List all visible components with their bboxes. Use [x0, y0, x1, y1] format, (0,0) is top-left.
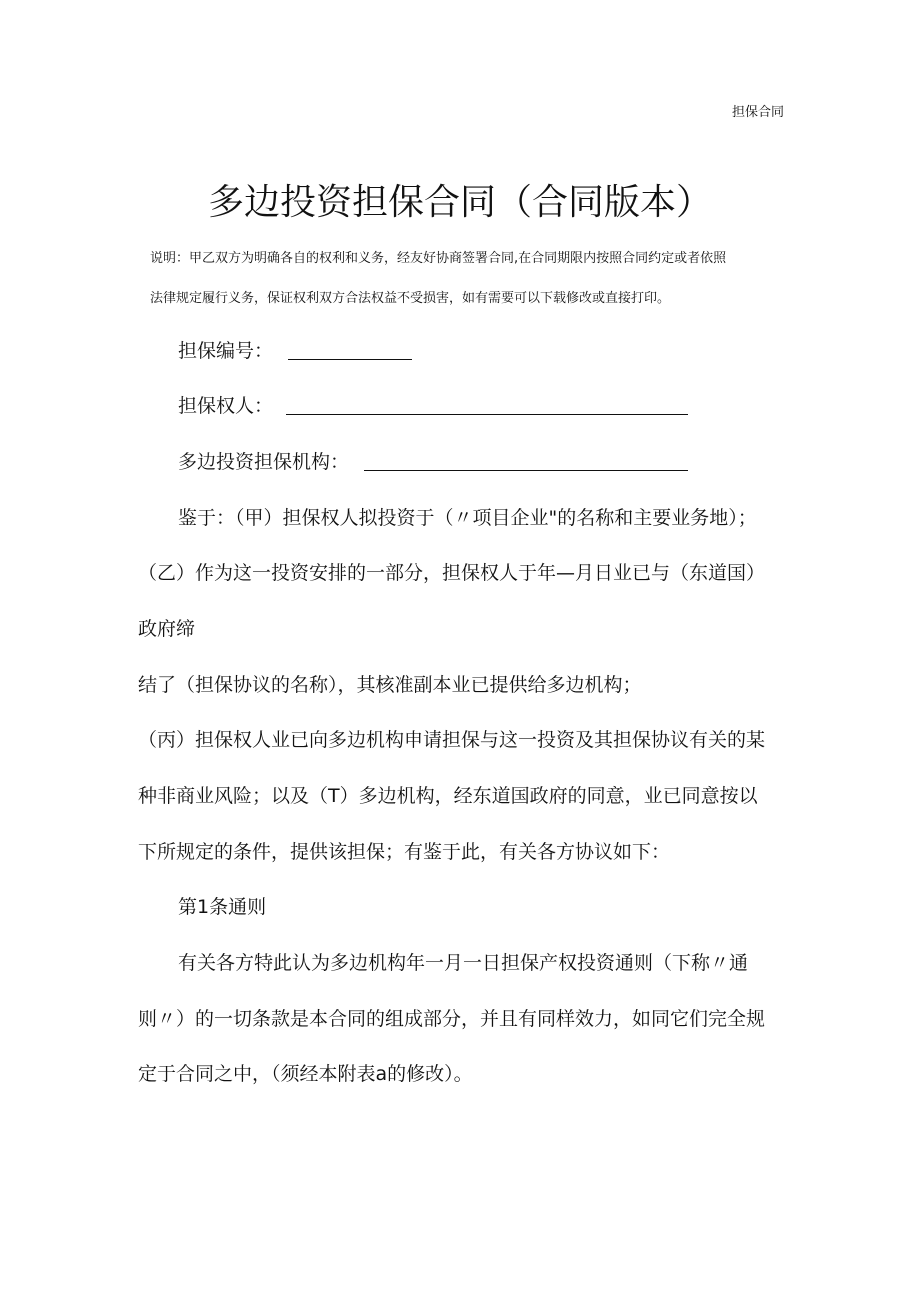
- note-line-2: 法律规定履行义务，保证权利双方合法权益不受损害，如有需要可以下载修改或直接打印。: [150, 291, 671, 306]
- body-line-2: （乙）作为这一投资安排的一部分，担保权人于年—月日业已与（东道国）: [138, 562, 766, 584]
- body-line-7: 下所规定的条件，提供该担保；有鉴于此，有关各方协议如下：: [138, 841, 671, 863]
- body-line-1: 鉴于：（甲）担保权人拟投资于（〃项目企业"的名称和主要业务地）；: [178, 507, 757, 529]
- page-title: 多边投资担保合同（合同版本）: [207, 182, 712, 223]
- note-line-1: 说明：甲乙双方为明确各自的权利和义务，经友好协商签署合同,在合同期限内按照合同约定或者依照: [150, 251, 727, 266]
- body-line-5: （丙）担保权人业已向多边机构申请担保与这一投资及其担保协议有关的某: [138, 729, 766, 751]
- body-line-10: 定于合同之中，（须经本附表a的修改）。: [138, 1063, 473, 1085]
- header-doc-type: 担保合同: [732, 105, 785, 120]
- body-line-4: 结了（担保协议的名称），其核准副本业已提供给多边机构；: [138, 674, 642, 696]
- body-line-6: 种非商业风险；以及（T）多边机构，经东道国政府的同意，业已同意按以: [138, 785, 758, 807]
- body-line-3: 政府缔: [138, 618, 196, 640]
- guarantee-holder-blank[interactable]: [286, 414, 688, 415]
- guarantee-holder-label: 担保权人：: [178, 395, 274, 417]
- agency-blank[interactable]: [364, 470, 688, 471]
- guarantee-number-blank[interactable]: [288, 359, 412, 360]
- body-line-9: 则〃）的一切条款是本合同的组成部分，并且有同样效力，如同它们完全规: [138, 1008, 766, 1030]
- agency-label: 多边投资担保机构：: [178, 451, 350, 473]
- article-1-heading: 第1条通则: [178, 896, 267, 918]
- guarantee-number-label: 担保编号：: [178, 340, 274, 362]
- body-line-8: 有关各方特此认为多边机构年一月一日担保产权投资通则（下称〃通: [178, 952, 749, 974]
